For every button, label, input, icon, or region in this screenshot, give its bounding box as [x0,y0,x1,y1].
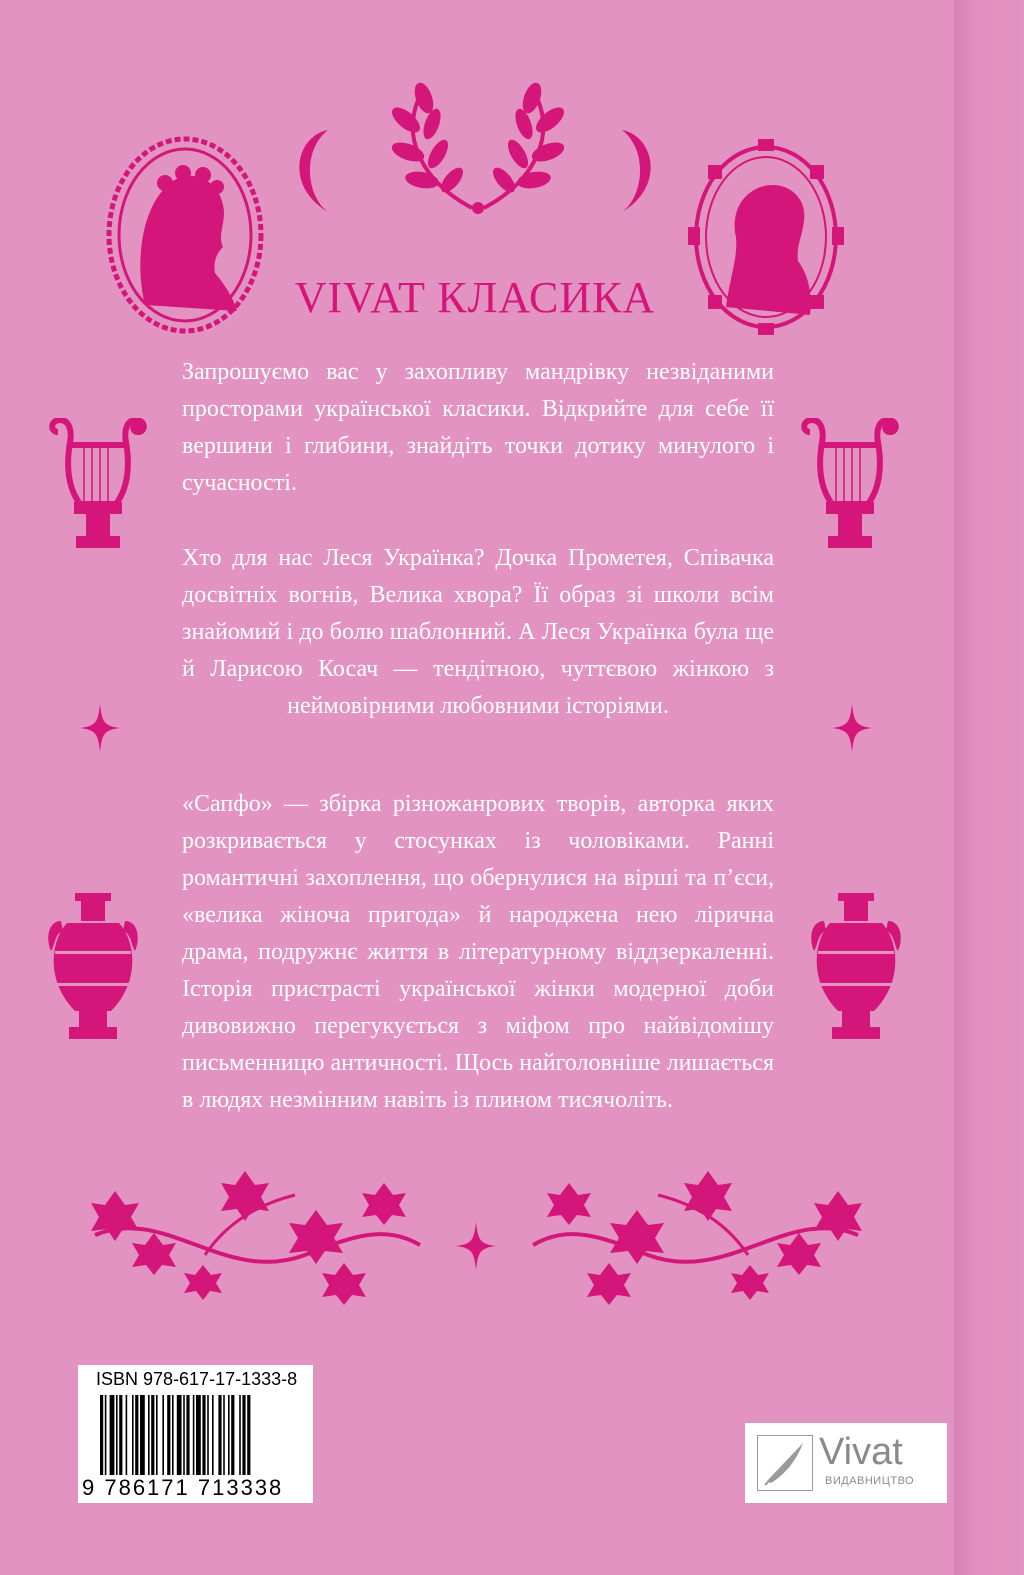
isbn-number: ISBN 978-617-17-1333-8 [96,1369,298,1389]
crescent-moon-icon [288,126,338,216]
lyre-icon [48,418,148,553]
ivy-vine-icon [85,1165,425,1315]
publisher-name: Vivat [819,1431,903,1473]
crescent-moon-icon [612,126,662,216]
author-paragraph: Хто для нас Леся Українка? Дочка Прометея, Співачка досвітніх вогнів, Велика хвора? Її образ зі школи всім знайомий і до болю шаблонний. А Леся Українка була ще й Ларисою Косач — тендітною, чуттєвою жінкою з неймовірними любовними історіями. [182,545,774,719]
book-paragraph: «Сапфо» — збірка різножанрових творів, авторка яких розкривається у стосунках із чоловіками. Ранні романтичні захоплення, що обернулися на вірші та п’єси, «велика жіноча пригода» й народжена нею лірична драма, подружнє життя в літературному віддзеркаленні. Історія пристрасті української жінки модерної доби дивовижно перегукується з міфом про найвідомішу письменницю античності. Щось найголовніше лишається в людях незмінним навіть із плином тисячоліть. [182,791,774,1113]
amphora-icon [808,893,903,1043]
quill-logo-icon [757,1435,813,1491]
ivy-vine-icon [528,1165,868,1315]
barcode-digits: 9 786171 713338 [82,1475,284,1500]
intro-paragraph: Запрошуємо вас у захопливу мандрівку незвіданими просторами української класики. Відкрийте для себе її вершини і глибини, знайдіть точки дотику минулого і сучасності. [182,359,774,496]
laurel-wreath-icon [388,80,568,215]
sparkle-icon [80,704,120,752]
amphora-icon [45,893,140,1043]
isbn-barcode [78,1365,313,1503]
publisher-subtitle: ВИДАВНИЦТВО [825,1475,915,1487]
barcode-bars [100,1395,300,1475]
sparkle-icon [456,1222,496,1270]
publisher-logo [745,1423,947,1503]
series-title: VIVAT КЛАСИКА [294,273,656,322]
sparkle-icon [832,704,872,752]
lyre-icon [800,418,900,553]
